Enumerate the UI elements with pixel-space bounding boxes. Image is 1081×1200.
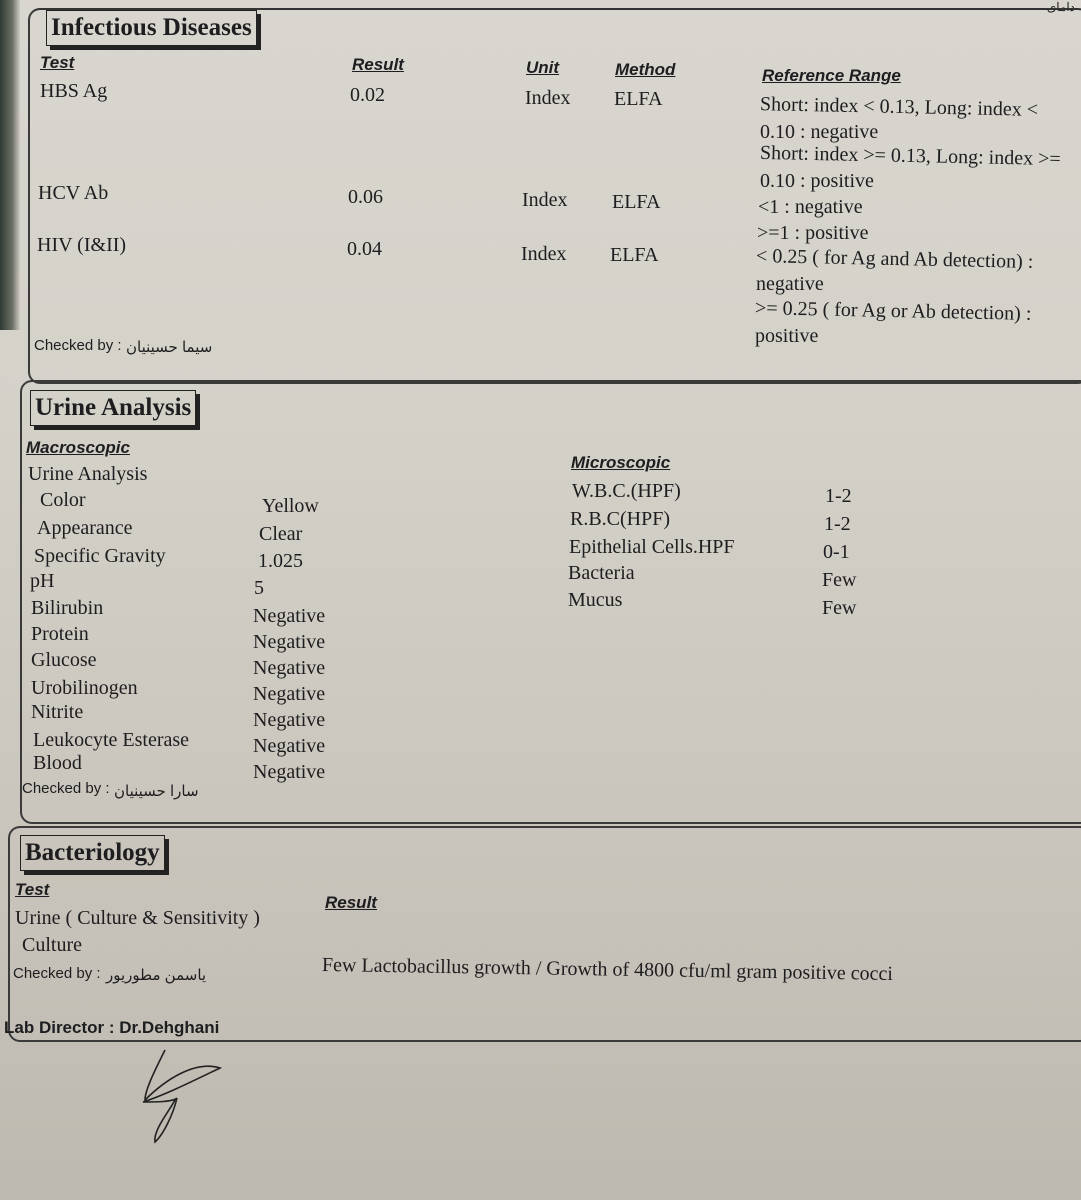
page-edge-shadow [0,0,20,330]
reference-line: <1 : negative [758,196,863,218]
macro-value: Negative [253,761,326,783]
signature-icon [125,1040,235,1150]
bact-test-name: Urine ( Culture & Sensitivity ) [15,907,260,929]
bact-sub-name: Culture [22,934,82,956]
macro-name: Appearance [37,517,133,539]
macro-value: 1.025 [258,550,303,572]
hiv-unit: Index [521,243,567,265]
col-header-test: Test [40,53,75,72]
hbs-test: HBS Ag [40,80,108,102]
bact-header-test: Test [15,880,50,899]
reference-line: 0.10 : positive [760,170,874,192]
bacteriology-section [8,826,1081,1042]
macro-value: Negative [253,605,326,627]
hcv-method: ELFA [612,191,661,213]
macro-name: Nitrite [31,701,84,723]
bact-checked-name: یاسمن مطوریور [106,967,207,984]
hcv-result: 0.06 [348,186,383,208]
bacteriology-title: Bacteriology [20,835,165,871]
macro-name: Blood [33,752,82,774]
micro-name: Mucus [568,589,623,611]
infectious-diseases-title: Infectious Diseases [46,10,257,46]
checked-by-label: Checked by : [34,337,122,354]
macro-value: 5 [254,577,264,599]
micro-value: 0-1 [823,541,850,563]
macro-name: Protein [31,623,89,645]
urine-checked-label: Checked by : [22,780,110,797]
micro-value: Few [822,569,857,591]
reference-line: negative [756,273,824,295]
reference-line: Short: index < 0.13, Long: index < [759,93,1039,121]
micro-name: Bacteria [568,562,635,584]
corner-logo-text: دامای [1046,0,1075,14]
macro-value: Negative [253,657,326,679]
macroscopic-header: Macroscopic [26,438,130,457]
macro-name: Leukocyte Esterase [33,729,190,751]
macro-name: Color [40,489,86,511]
hiv-method: ELFA [610,244,659,266]
urine-analysis-section [20,380,1081,824]
micro-value: 1-2 [824,513,851,535]
reference-line: 0.10 : negative [760,121,879,143]
micro-name: R.B.C(HPF) [570,508,671,530]
hbs-unit: Index [525,87,571,109]
bact-result: Few Lactobacillus growth / Growth of 4800 cfu/ml gram positive cocci [321,954,894,985]
reference-line: >= 0.25 ( for Ag or Ab detection) : [754,297,1032,325]
macro-name: Glucose [31,649,97,671]
hcv-unit: Index [522,189,568,211]
macro-value: Negative [253,709,326,731]
macro-name: pH [30,570,55,592]
urine-analysis-title: Urine Analysis [30,390,196,426]
micro-name: W.B.C.(HPF) [572,480,681,502]
macro-name: Urobilinogen [31,677,138,699]
macro-value: Negative [253,683,326,705]
macro-value: Yellow [262,495,319,517]
hcv-test: HCV Ab [38,182,109,204]
col-header-method: Method [615,60,676,79]
urine-checked-name: سارا حسینیان [114,783,199,800]
microscopic-header: Microscopic [571,453,671,472]
hbs-result: 0.02 [350,84,385,106]
col-header-result: Result [352,55,404,74]
hiv-test: HIV (I&II) [37,234,127,256]
hiv-result: 0.04 [347,238,382,260]
micro-value: 1-2 [825,485,852,507]
micro-name: Epithelial Cells.HPF [569,536,735,558]
reference-line: Short: index >= 0.13, Long: index >= [759,141,1061,171]
macro-name: Specific Gravity [34,545,166,567]
macro-name: Bilirubin [31,597,104,619]
reference-line: >=1 : positive [757,222,869,244]
reference-line: positive [755,325,819,347]
macro-value: Negative [253,735,326,757]
urine-group-label: Urine Analysis [28,463,148,485]
col-header-unit: Unit [526,58,560,77]
bact-header-result: Result [325,893,377,912]
reference-line: < 0.25 ( for Ag and Ab detection) : [755,245,1034,273]
hbs-method: ELFA [614,88,663,110]
lab-director: Lab Director : Dr.Dehghani [4,1018,220,1037]
macro-value: Clear [259,523,303,545]
micro-value: Few [822,597,857,619]
macro-value: Negative [253,631,326,653]
checked-by-name: سیما حسینیان [126,339,213,356]
bact-checked-label: Checked by : [13,965,101,982]
col-header-reference: Reference Range [762,66,901,85]
